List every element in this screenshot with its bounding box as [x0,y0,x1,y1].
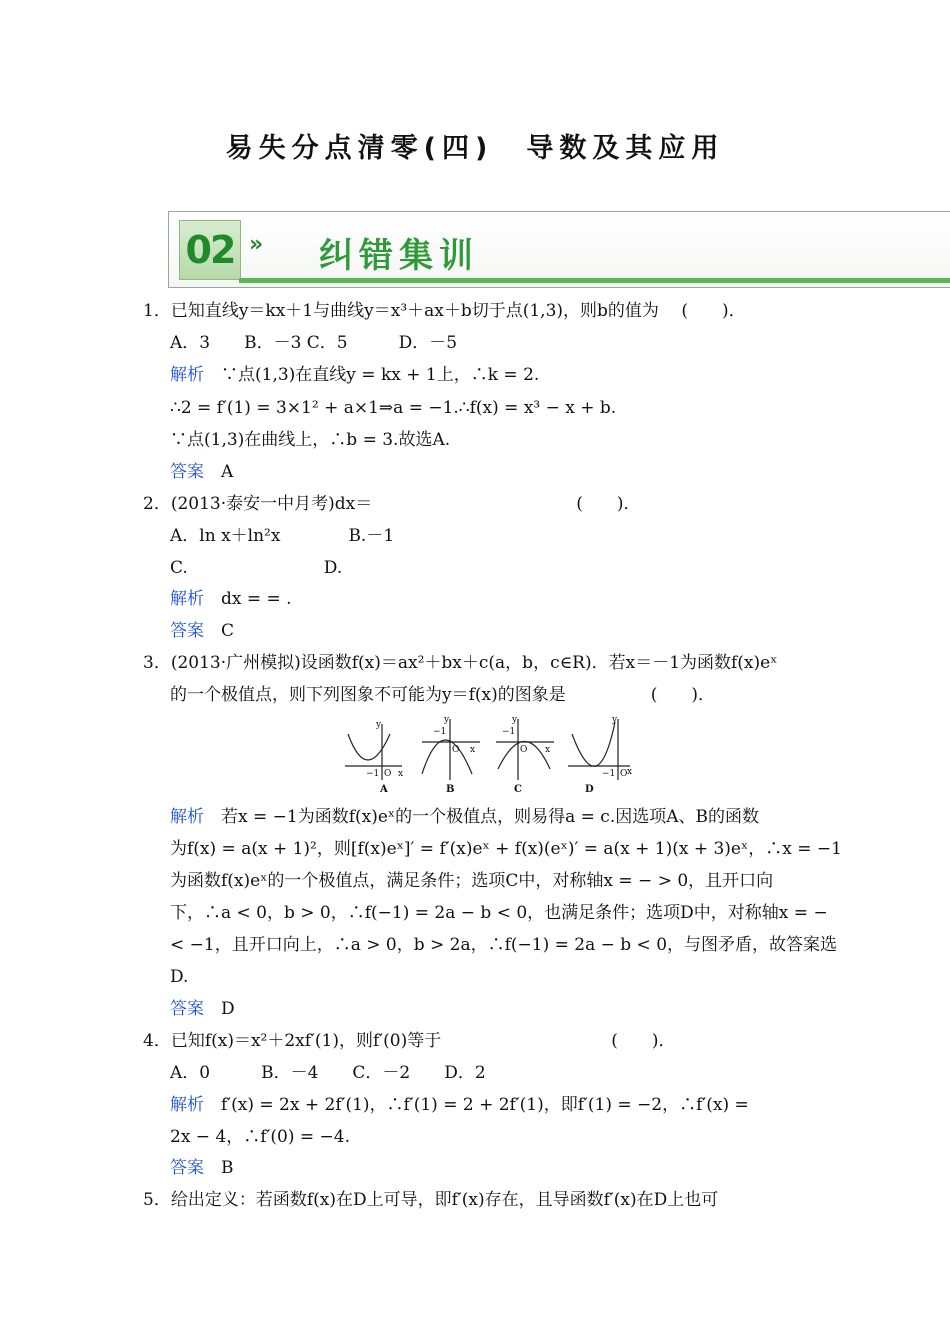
section-label: 纠错集训 [319,236,479,276]
problem-3-analysis-line-6: D. [170,967,189,987]
fig-b-x-label: x [470,745,476,755]
problem-2-answer [170,620,234,642]
problem-1-answer [170,461,233,483]
problem-4-analysis-line-2: 2x − 4，∴f′(0) = −4. [170,1127,351,1147]
analysis-text: f′(x) = 2x + 2f′(1)，∴f′(1) = 2 + 2f′(1)，即f′(1) = −2，∴f′(x) = [221,1095,749,1115]
fig-a-y-label: y [376,720,382,730]
answer-value: B [221,1158,234,1178]
answer-label: 答案 [170,621,204,641]
problem-3-analysis-line-2: 为f(x) = a(x + 1)²，则[f(x)eˣ]′ = f′(x)eˣ + f(x)(eˣ)′ = a(x + 1)(x + 3)eˣ，∴x = −1 [170,839,842,859]
fig-c-x-label: x [545,745,551,755]
fig-c-tick: −1 [502,727,516,737]
fig-a-x-label: x [398,769,404,779]
problem-1-analysis [170,364,539,386]
analysis-label: 解析 [170,1095,204,1115]
figure-caption-c: C [514,784,522,794]
problem-3-analysis-line-5: < −1，且开口向上，∴a > 0，b > 2a，∴f(−1) = 2a − b < 0，与图矛盾，故答案选 [170,935,838,955]
problem-5-stem: 5．给出定义：若函数f(x)在D上可导，即f′(x)存在，且导函数f′(x)在D上也可 [143,1190,719,1210]
answer-value: C [221,621,235,641]
problem-3-stem-line-2: 的一个极值点，则下列图象不可能为y＝f(x)的图象是 ( )． [170,685,716,705]
figure-caption-a: A [380,784,388,794]
problem-3-analysis-line-3: 为函数f(x)eˣ的一个极值点，满足条件；选项C中，对称轴x = − > 0，且开口向 [170,871,774,891]
problem-1-options: A．3 B．－3 C．5 D．－5 [170,333,458,353]
page-title: 易失分点清零(四) 导数及其应用 [225,133,725,164]
chevron-icon: » [249,232,264,257]
problem-2-stem: 2．(2013·泰安一中月考)dx＝ ( )． [143,494,641,514]
problem-3-answer [170,998,235,1020]
problem-2-options-cd: C. D. [170,558,343,578]
banner-rule [239,278,950,283]
fig-a-tick: −1 [366,769,380,779]
analysis-text: 若x = −1为函数f(x)eˣ的一个极值点，则易得a = c.因选项A、B的函数 [221,807,759,827]
section-banner [168,211,950,288]
problem-1-stem: 1．已知直线y＝kx＋1与曲线y＝x³＋ax＋b切于点(1,3)，则b的值为 ( )． [143,301,746,321]
figure-caption-b: B [446,784,455,794]
analysis-text: ∵点(1,3)在直线y = kx + 1上，∴k = 2. [221,365,540,385]
fig-c-origin: O [520,745,528,755]
problem-4-stem: 4．已知f(x)＝x²＋2xf′(1)，则f′(0)等于 ( )． [143,1031,676,1051]
answer-label: 答案 [170,999,204,1019]
answer-label: 答案 [170,462,204,482]
analysis-label: 解析 [170,365,204,385]
answer-value: A [221,462,234,482]
problem-4-options: A．0 B．－4 C．－2 D．2 [170,1063,486,1083]
problem-3-analysis-line-4: 下，∴a < 0，b > 0，∴f(−1) = 2a − b < 0，也满足条件；选项D中，对称轴x = − [170,903,828,923]
problem-2-options-ab: A．ln x＋ln²x B.－1 [170,526,395,546]
analysis-label: 解析 [170,807,204,827]
figure-caption-d: D [585,784,594,794]
problem-4-analysis [170,1094,749,1116]
fig-d-x-label: x [627,767,633,777]
fig-b-y-label: y [444,715,450,725]
problem-3-stem: 3．(2013·广州模拟)设函数f(x)＝ax²＋bx＋c(a，b，c∈R)．若x＝－1为函数f(x)eˣ [143,653,778,673]
fig-d-y-label: y [612,715,618,725]
problem-4-answer [170,1157,234,1179]
fig-d-origin: O [620,769,628,779]
fig-c-y-label: y [512,715,518,725]
fig-b-tick: −1 [433,727,447,737]
problem-3-analysis [170,806,759,828]
answer-value: D [221,999,235,1019]
answer-label: 答案 [170,1158,204,1178]
problem-1-analysis-line-3: ∵点(1,3)在曲线上，∴b = 3.故选A. [170,430,451,450]
problem-2-analysis [170,588,292,610]
fig-a-origin: O [384,769,392,779]
fig-b-origin: O [452,745,460,755]
analysis-text: dx = = . [221,589,292,609]
fig-d-tick: −1 [602,769,616,779]
section-number-badge: 02 [179,220,241,280]
analysis-label: 解析 [170,589,204,609]
problem-3-figures [340,714,640,794]
problem-1-analysis-line-2: ∴2 = f′(1) = 3×1² + a×1⇒a = −1.∴f(x) = x³ − x + b. [170,398,617,418]
